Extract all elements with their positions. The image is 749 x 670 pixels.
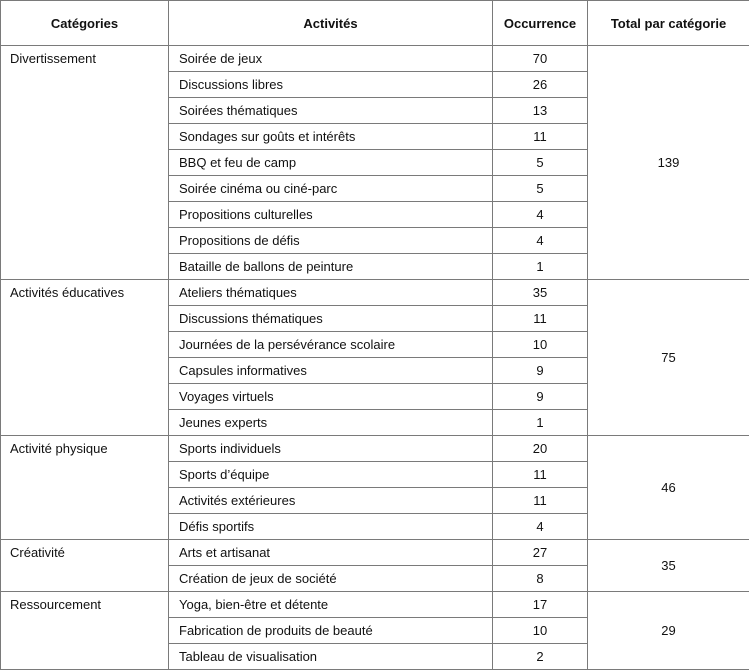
activity-cell: Capsules informatives [169, 358, 493, 384]
occurrence-cell: 9 [493, 384, 588, 410]
category-total-cell: 46 [588, 436, 749, 540]
occurrence-cell: 11 [493, 462, 588, 488]
activity-cell: Jeunes experts [169, 410, 493, 436]
table-row [1, 280, 749, 306]
table-body [1, 46, 749, 670]
category-total-cell: 29 [588, 592, 749, 670]
table-header [1, 1, 749, 46]
activity-cell: Discussions thématiques [169, 306, 493, 332]
activity-cell: Sondages sur goûts et intérêts [169, 124, 493, 150]
occurrence-cell: 5 [493, 176, 588, 202]
activity-cell: Tableau de visualisation [169, 644, 493, 670]
category-total-cell: 35 [588, 540, 749, 592]
activity-cell: Activités extérieures [169, 488, 493, 514]
occurrence-cell: 26 [493, 72, 588, 98]
occurrence-cell: 20 [493, 436, 588, 462]
activity-cell: Propositions de défis [169, 228, 493, 254]
activity-cell: Création de jeux de société [169, 566, 493, 592]
occurrence-cell: 2 [493, 644, 588, 670]
activity-cell: Arts et artisanat [169, 540, 493, 566]
occurrence-cell: 1 [493, 254, 588, 280]
table-row [1, 436, 749, 462]
activity-cell: Sports d’équipe [169, 462, 493, 488]
table-row [1, 46, 749, 72]
occurrence-cell: 35 [493, 280, 588, 306]
occurrence-cell: 9 [493, 358, 588, 384]
activity-cell: Soirée de jeux [169, 46, 493, 72]
occurrence-cell: 11 [493, 306, 588, 332]
category-total-cell: 75 [588, 280, 749, 436]
occurrence-cell: 70 [493, 46, 588, 72]
table-row [1, 592, 749, 618]
category-total-cell: 139 [588, 46, 749, 280]
occurrence-cell: 5 [493, 150, 588, 176]
activity-cell: Sports individuels [169, 436, 493, 462]
header-activity: Activités [169, 1, 493, 46]
activity-cell: BBQ et feu de camp [169, 150, 493, 176]
activity-cell: Défis sportifs [169, 514, 493, 540]
occurrence-cell: 8 [493, 566, 588, 592]
occurrence-cell: 10 [493, 618, 588, 644]
occurrence-cell: 10 [493, 332, 588, 358]
activity-cell: Bataille de ballons de peinture [169, 254, 493, 280]
activity-cell: Fabrication de produits de beauté [169, 618, 493, 644]
activity-cell: Discussions libres [169, 72, 493, 98]
header-category: Catégories [1, 1, 169, 46]
activity-cell: Propositions culturelles [169, 202, 493, 228]
category-cell: Ressourcement [1, 592, 169, 670]
occurrence-cell: 11 [493, 488, 588, 514]
header-occurrence: Occurrence [493, 1, 588, 46]
activity-cell: Soirées thématiques [169, 98, 493, 124]
occurrence-cell: 4 [493, 228, 588, 254]
category-cell: Activité physique [1, 436, 169, 540]
header-row [1, 1, 749, 46]
activity-cell: Ateliers thématiques [169, 280, 493, 306]
activity-cell: Voyages virtuels [169, 384, 493, 410]
occurrence-cell: 27 [493, 540, 588, 566]
header-total: Total par catégorie [588, 1, 749, 46]
occurrence-cell: 1 [493, 410, 588, 436]
activity-cell: Soirée cinéma ou ciné-parc [169, 176, 493, 202]
activity-cell: Journées de la persévérance scolaire [169, 332, 493, 358]
category-cell: Divertissement [1, 46, 169, 280]
occurrence-cell: 11 [493, 124, 588, 150]
category-cell: Activités éducatives [1, 280, 169, 436]
occurrence-cell: 13 [493, 98, 588, 124]
occurrence-cell: 4 [493, 202, 588, 228]
table-row [1, 540, 749, 566]
occurrence-cell: 4 [493, 514, 588, 540]
category-cell: Créativité [1, 540, 169, 592]
occurrence-cell: 17 [493, 592, 588, 618]
activity-cell: Yoga, bien-être et détente [169, 592, 493, 618]
